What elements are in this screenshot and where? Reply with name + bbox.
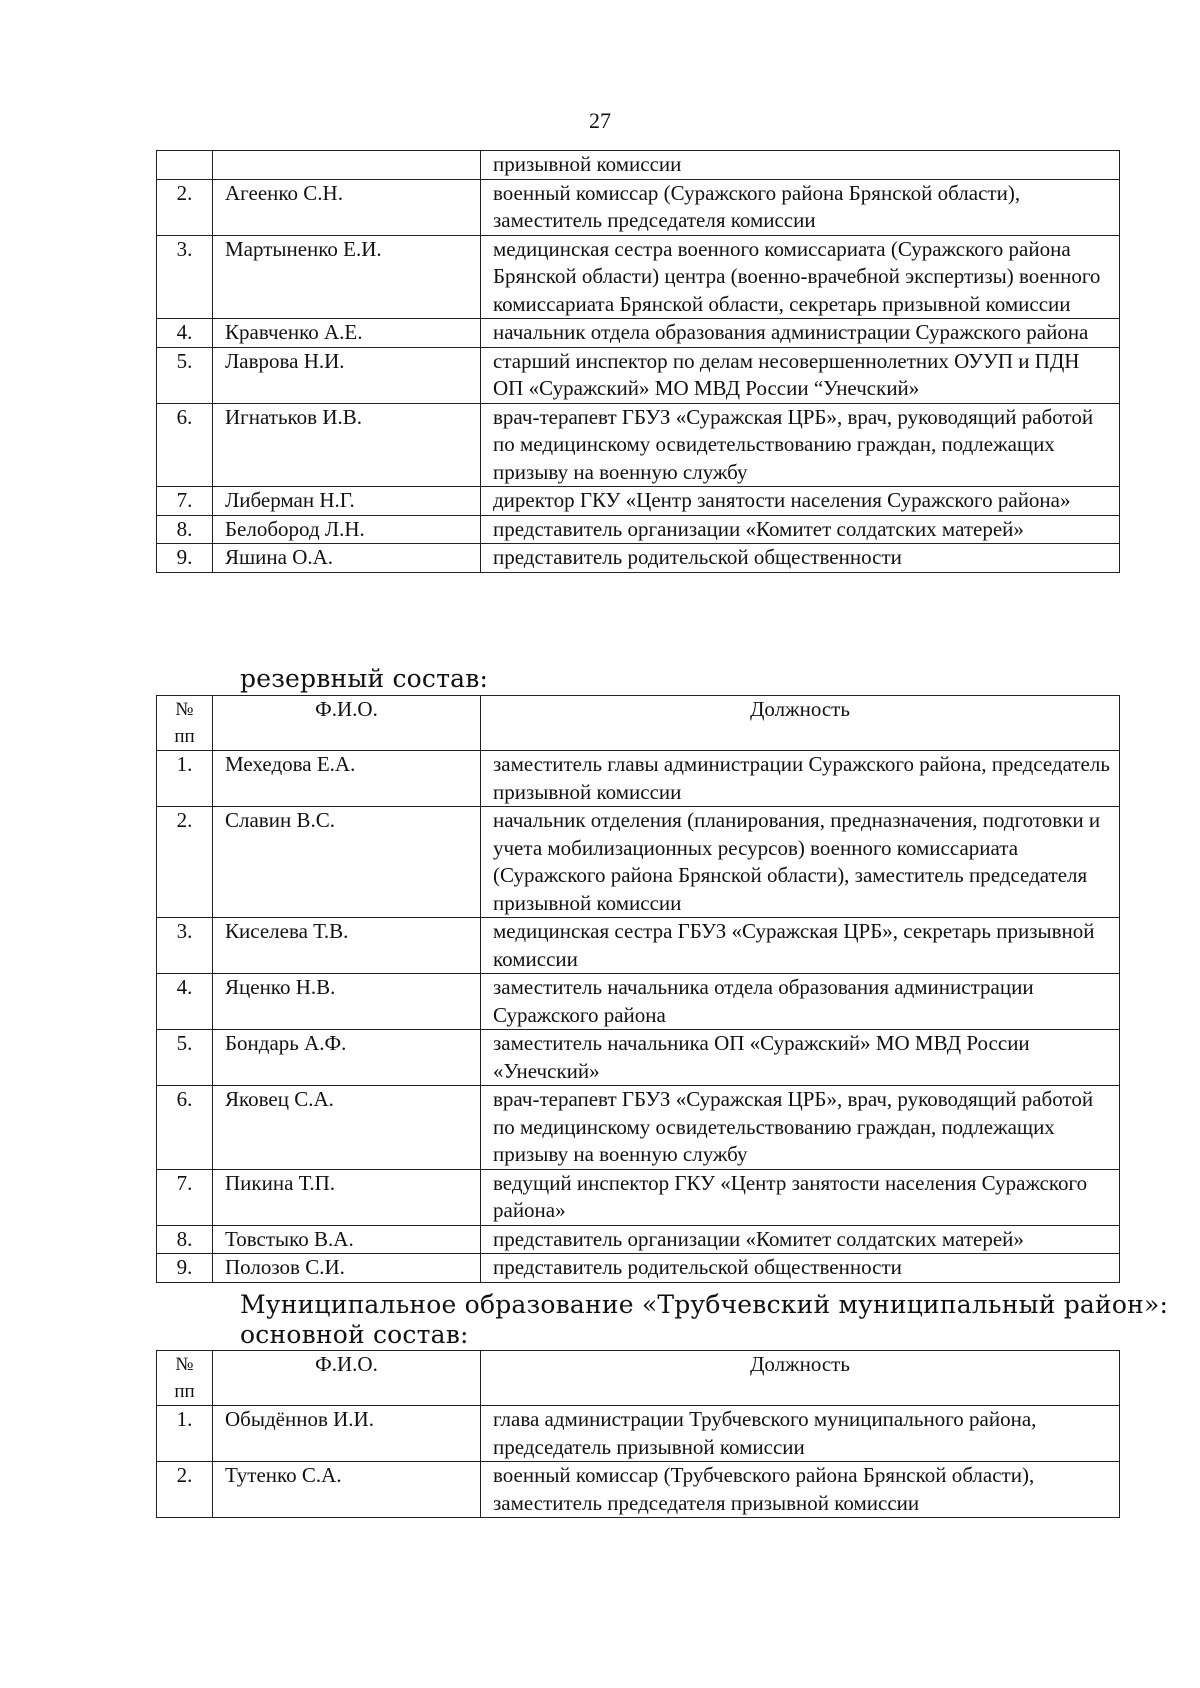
row-number: 5. (157, 347, 213, 403)
table-row (157, 347, 1120, 403)
member-name: Полозов С.И. (213, 1254, 481, 1283)
member-position: заместитель начальника ОП «Суражский» МО МВД России «Унечский» (481, 1030, 1120, 1086)
member-name: Агеенко С.Н. (213, 179, 481, 235)
row-number: 8. (157, 515, 213, 544)
row-number: 8. (157, 1225, 213, 1254)
table-row (157, 151, 1120, 180)
member-name: Мартыненко Е.И. (213, 235, 481, 319)
column-header-name: Ф.И.О. (213, 1351, 481, 1406)
member-position: призывной комиссии (481, 151, 1120, 180)
member-position: врач-терапевт ГБУЗ «Суражская ЦРБ», врач, руководящий работой по медицинскому освидетельствованию граждан, подлежащих призыву на военную службу (481, 403, 1120, 487)
member-position: представитель организации «Комитет солдатских матерей» (481, 515, 1120, 544)
row-number: 7. (157, 487, 213, 516)
member-position: заместитель начальника отдела образования администрации Суражского района (481, 974, 1120, 1030)
member-position: директор ГКУ «Центр занятости населения Суражского района» (481, 487, 1120, 516)
row-number: 5. (157, 1030, 213, 1086)
table-row (157, 319, 1120, 348)
column-header-number: № пп (157, 1351, 213, 1406)
member-name: Бондарь А.Ф. (213, 1030, 481, 1086)
member-position: медицинская сестра ГБУЗ «Суражская ЦРБ», секретарь призывной комиссии (481, 918, 1120, 974)
row-number: 6. (157, 403, 213, 487)
row-number: 9. (157, 1254, 213, 1283)
table-row (157, 1406, 1120, 1462)
table-row (157, 1030, 1120, 1086)
member-position: заместитель главы администрации Суражского района, председатель призывной комиссии (481, 751, 1120, 807)
row-number: 3. (157, 918, 213, 974)
member-position: врач-терапевт ГБУЗ «Суражская ЦРБ», врач, руководящий работой по медицинскому освидетельствованию граждан, подлежащих призыву на военную службу (481, 1086, 1120, 1170)
row-number: 4. (157, 974, 213, 1030)
row-number: 2. (157, 179, 213, 235)
column-header-number: № пп (157, 696, 213, 751)
member-position: начальник отдела образования администрации Суражского района (481, 319, 1120, 348)
member-position: медицинская сестра военного комиссариата (Суражского района Брянской области) центра (военно-врачебной экспертизы) военного комиссариата Брянской области, секретарь призывной комиссии (481, 235, 1120, 319)
row-number: 9. (157, 544, 213, 573)
row-number: 1. (157, 751, 213, 807)
member-name: Белобород Л.Н. (213, 515, 481, 544)
row-number: 6. (157, 1086, 213, 1170)
table-header-row (157, 1351, 1120, 1406)
table-row (157, 544, 1120, 573)
member-position: представитель организации «Комитет солдатских матерей» (481, 1225, 1120, 1254)
member-name: Либерман Н.Г. (213, 487, 481, 516)
member-name: Лаврова Н.И. (213, 347, 481, 403)
table-header-row (157, 696, 1120, 751)
municipality-heading: Муниципальное образование «Трубчевский муниципальный район»: (240, 1290, 1169, 1319)
commission-table-trubchevsk (156, 1350, 1120, 1518)
table-row (157, 1169, 1120, 1225)
member-position: представитель родительской общественности (481, 544, 1120, 573)
member-name: Яшина О.А. (213, 544, 481, 573)
member-position: старший инспектор по делам несовершеннолетних ОУУП и ПДН ОП «Суражский» МО МВД России “Унечский» (481, 347, 1120, 403)
table-row (157, 974, 1120, 1030)
table-row (157, 807, 1120, 918)
member-name: Кравченко А.Е. (213, 319, 481, 348)
table-row (157, 1254, 1120, 1283)
member-name: Яковец С.А. (213, 1086, 481, 1170)
table-row (157, 515, 1120, 544)
row-number: 2. (157, 1462, 213, 1518)
table-row (157, 1086, 1120, 1170)
member-name: Пикина Т.П. (213, 1169, 481, 1225)
member-name: Яценко Н.В. (213, 974, 481, 1030)
member-name: Тутенко С.А. (213, 1462, 481, 1518)
column-header-name: Ф.И.О. (213, 696, 481, 751)
member-name: Игнатьков И.В. (213, 403, 481, 487)
row-number: 7. (157, 1169, 213, 1225)
table-row (157, 1462, 1120, 1518)
row-number: 4. (157, 319, 213, 348)
member-position: военный комиссар (Трубчевского района Брянской области), заместитель председателя призывной комиссии (481, 1462, 1120, 1518)
table-row (157, 487, 1120, 516)
commission-table-main (156, 150, 1120, 573)
member-position: начальник отделения (планирования, предназначения, подготовки и учета мобилизационных ресурсов) военного комиссариата (Суражского района Брянской области), заместитель председателя призывной комиссии (481, 807, 1120, 918)
row-number (157, 151, 213, 180)
member-position: ведущий инспектор ГКУ «Центр занятости населения Суражского района» (481, 1169, 1120, 1225)
main-composition-label: основной состав: (240, 1320, 469, 1349)
member-name: Мехедова Е.А. (213, 751, 481, 807)
table-row (157, 918, 1120, 974)
table-row (157, 1225, 1120, 1254)
member-name: Киселева Т.В. (213, 918, 481, 974)
row-number: 1. (157, 1406, 213, 1462)
column-header-position: Должность (481, 696, 1120, 751)
row-number: 3. (157, 235, 213, 319)
column-header-position: Должность (481, 1351, 1120, 1406)
commission-table-reserve (156, 695, 1120, 1283)
table-row (157, 403, 1120, 487)
member-name (213, 151, 481, 180)
table-row (157, 751, 1120, 807)
table-row (157, 235, 1120, 319)
row-number: 2. (157, 807, 213, 918)
member-name: Товстыко В.А. (213, 1225, 481, 1254)
member-position: глава администрации Трубчевского муниципального района, председатель призывной комиссии (481, 1406, 1120, 1462)
member-name: Славин В.С. (213, 807, 481, 918)
member-position: военный комиссар (Суражского района Брянской области), заместитель председателя комиссии (481, 179, 1120, 235)
reserve-composition-label: резервный состав: (240, 664, 489, 693)
table-row (157, 179, 1120, 235)
member-name: Обыдённов И.И. (213, 1406, 481, 1462)
page-number: 27 (589, 108, 611, 133)
member-position: представитель родительской общественности (481, 1254, 1120, 1283)
